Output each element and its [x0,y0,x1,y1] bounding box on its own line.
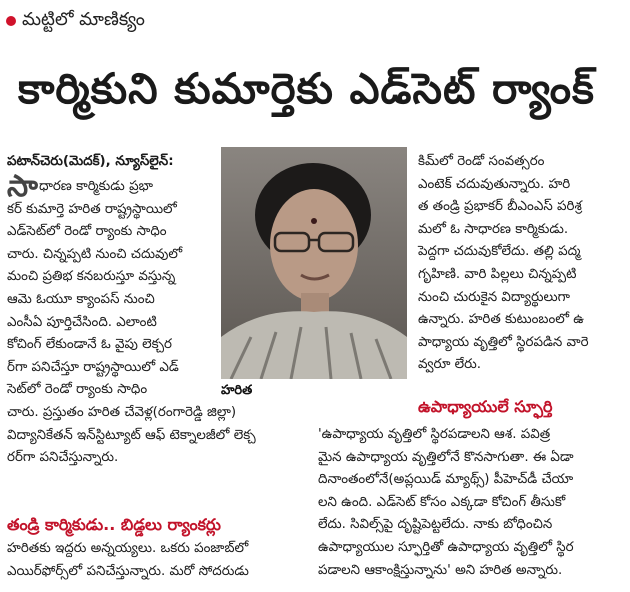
section-kicker [6,6,145,36]
quote-line: లని ఉంది. ఎడ్‌సెట్ కోసం ఎక్కడా కోచింగ్ తీసుకో [318,494,566,510]
quote-line: మైన ఉపాధ్యాయ వృత్తిలోనే కొనసాగుతా. ఈ ఏడా [318,449,574,465]
left-col-line: సాధారణ కార్మికుడు ప్రభా [7,169,153,204]
left-col-line: రర్‌గా పనిచేస్తున్నారు. [7,450,119,466]
quote-line: ఉపాధ్యాయుల స్ఫూర్తితో ఉపాధ్యాయ వృత్తిలో స్థిర [318,539,574,555]
right-col-line: కిమ్‌లో రెండో సంవత్సరం [418,154,545,169]
left-col-line: కోచింగ్ లేకుండానే ఓ వైపు లెక్చర [7,337,172,353]
subheading-father-worker: తండ్రి కార్మికుడు.. బిడ్డలు ర్యాంకర్లు [7,515,221,534]
left-col-line: ఎంసీఏ పూర్తిచేసింది. ఎలాంటి [7,314,157,330]
right-col-line: ఉన్నారు. హరిత కుటుంబంలో ఉ [418,312,584,328]
left-col-line: కర్ కుమార్తె హరిత రాష్ట్రస్థాయిలో [7,201,177,217]
right-col-line: వ్వరూ లేరు. [418,357,481,373]
left-bottom-line: హరితకు ఇద్దరు అన్నయ్యలు. ఒకరు పంజాబ్‌లో [7,541,249,556]
portrait-photo [221,147,407,379]
left-col-line: ర్‌గా పనిచేస్తూ రాష్ట్రస్థాయిలో ఎడ్ [7,359,179,375]
subheading-teachers-inspiration: ఉపాధ్యాయులే స్ఫూర్తి [418,397,553,416]
quote-line: దినాంతంలోనే(అప్లయిడ్ మ్యాథ్స్) పీహెచ్‌డీ చేయా [318,472,574,488]
drop-cap: సా [7,169,38,204]
quote-line: 'ఉపాధ్యాయ వృత్తిలో స్థిరపడాలని ఆశ. పవిత్ర [318,427,551,442]
left-column [7,150,256,470]
left-col-line: చారు. చిన్నప్పటి నుంచి చదువులో [7,246,183,262]
portrait-image [221,147,407,379]
left-column-bottom [7,538,327,583]
right-col-line: ఎంటెక్ చదువుతున్నారు. హరి [418,176,571,192]
article-headline: కార్మికుని కుమార్తెకు ఎడ్‌సెట్ ర్యాంక్ [18,64,595,113]
right-column-bottom [318,424,624,582]
left-col-line: ఎడ్‌సెట్‌లో రెండో ర్యాంకు సాధిం [7,224,167,240]
left-bottom-line: ఎయిర్‌ఫోర్స్‌లో పనిచేస్తున్నారు. మరో సోదరుడు [7,563,249,579]
right-column-top [418,151,625,377]
left-col-line: చారు. ప్రస్తుతం హరిత చేవెళ్ల(రంగారెడ్డి జిల్లా) [7,404,237,420]
kicker-text: మట్టిలో మాణిక్యం [22,8,145,30]
right-col-line: గృహిణి. వారి పిల్లలు చిన్నప్పటి [418,266,577,282]
right-col-line: పెద్దగా చదువుకోలేదు. తల్లి పద్మ [418,244,581,260]
quote-line: లేదు. సివిల్స్‌పై దృష్టిపెట్టలేదు. నాకు బోధించిన [318,517,553,533]
quote-line: పడాలని ఆకాంక్షిస్తున్నాను' అని హరిత అన్నారు. [318,562,563,578]
photo-caption: హరిత [221,383,253,398]
right-col-line: మలో ఓ సాధారణ కార్మికుడు. [418,221,569,237]
left-col-line: విద్యానికేతన్ ఇన్‌స్టిట్యూట్ ఆఫ్ టెక్నాలజీలో లెక్చ [7,427,256,443]
bullet-dot-icon [6,16,16,26]
left-col-line: మంచి ప్రతిభ కనబరుస్తూ వస్తున్న [7,269,176,285]
left-col-line: సెట్‌లో రెండో ర్యాంకు సాధిం [7,382,148,398]
right-col-line: పాధ్యాయ వృత్తిలో స్థిరపడిన వారె [418,334,589,350]
right-col-line: నుంచి చురుకైన విద్యార్థులుగా [418,289,570,305]
left-col-line: ఆమె ఓయూ క్యాంపస్ నుంచి [7,291,155,307]
right-col-line: త తండ్రి ప్రభాకర్ బీఎంఎస్ పరిశ్ర [418,199,582,215]
dateline: పటాన్‌చెరు(మెదక్), న్యూస్‌లైన్: [7,154,174,169]
